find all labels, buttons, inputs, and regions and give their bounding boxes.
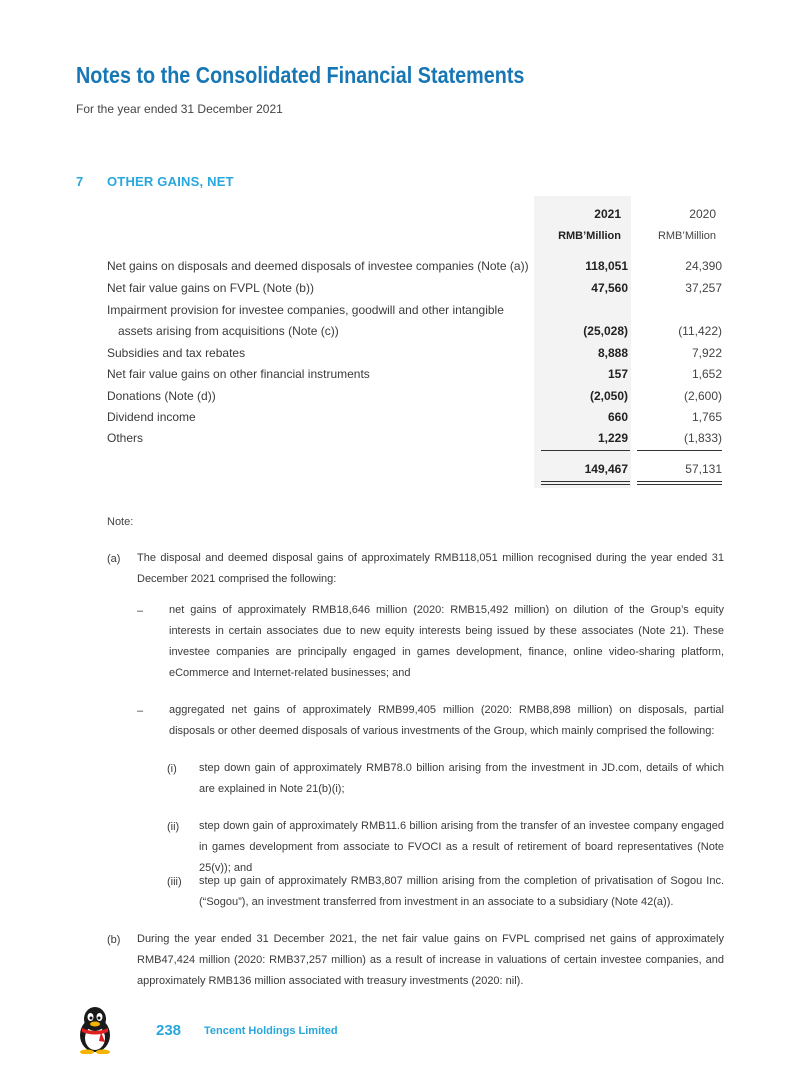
note-heading: Note: — [107, 516, 134, 528]
value-2021: (25,028) — [583, 324, 628, 338]
table-row — [0, 410, 800, 430]
row-label: Subsidies and tax rebates — [107, 346, 246, 360]
subtotal-rule-2021 — [541, 450, 630, 451]
table-row — [0, 431, 800, 451]
value-2020: (2,600) — [683, 389, 722, 403]
note-a-bullet-1: net gains of approximately RMB18,646 million (2020: RMB15,492 million) on dilution of the Group’s equity interests in certain associates due to new equity interests being issued by these associates (Note 21). These investee companies are principally engaged in games development, finance, online video-sharing platform, eCommerce and Internet-related businesses; and — [169, 604, 724, 679]
bullet-dash: – — [137, 705, 144, 717]
page-title: Notes to the Consolidated Financial Statements — [76, 62, 525, 88]
sub-item-marker: (iii) — [167, 876, 182, 888]
table-row — [0, 389, 800, 409]
table-row — [0, 324, 800, 344]
bullet-dash: – — [137, 605, 144, 617]
value-2020: 24,390 — [685, 259, 722, 273]
row-label: Net gains on disposals and deemed disposals of investee companies (Note (a)) — [107, 259, 529, 273]
value-2021: 47,560 — [591, 281, 628, 295]
total-double-rule-2021-bottom — [541, 484, 630, 485]
value-2021: 660 — [607, 410, 628, 424]
total-row — [0, 462, 800, 482]
table-row — [0, 303, 800, 323]
note-a-text: The disposal and deemed disposal gains of approximately RMB118,051 million recognised during the year ended 31 December 2021 comprised the following: — [137, 552, 724, 585]
row-label: Others — [107, 431, 144, 445]
value-2020: (1,833) — [683, 431, 722, 445]
column-unit-2020: RMB’Million — [657, 230, 716, 242]
total-2020: 57,131 — [685, 462, 722, 476]
value-2020: 7,922 — [691, 346, 722, 360]
page-subtitle: For the year ended 31 December 2021 — [76, 102, 283, 116]
value-2021: 157 — [607, 367, 628, 381]
note-b-text: During the year ended 31 December 2021, the net fair value gains on FVPL comprised net gains of approximately RMB47,424 million (2020: RMB37,257 million) as a result of increase in valuations of certain investee companies, and approximately RMB136 million associated with treasury investments (2020: nil). — [137, 933, 724, 987]
total-double-rule-2020-bottom — [637, 484, 722, 485]
value-2020: (11,422) — [678, 324, 722, 338]
row-label: assets arising from acquisitions (Note (c)) — [118, 324, 339, 338]
column-unit-2021: RMB’Million — [558, 230, 621, 242]
sub-item-marker: (ii) — [167, 821, 180, 833]
row-label: Donations (Note (d)) — [107, 389, 216, 403]
value-2021: 1,229 — [597, 431, 628, 445]
value-2020: 1,765 — [691, 410, 722, 424]
total-2021: 149,467 — [584, 462, 628, 476]
table-row — [0, 346, 800, 366]
sub-item-text: step down gain of approximately RMB11.6 billion arising from the transfer of an investee company engaged in games development from associate to FVOCI as a result of retirement of board representatives (Note 25(v)); and — [199, 820, 724, 874]
value-2020: 37,257 — [685, 281, 722, 295]
total-double-rule-2020-top — [637, 481, 722, 482]
table-row — [0, 281, 800, 301]
note-b-marker: (b) — [107, 934, 121, 946]
table-row — [0, 259, 800, 279]
value-2021: (2,050) — [589, 389, 628, 403]
section-title: OTHER GAINS, NET — [107, 174, 234, 189]
page-number: 238 — [156, 1022, 182, 1039]
section-number: 7 — [76, 174, 84, 189]
table-row — [0, 367, 800, 387]
total-double-rule-2021-top — [541, 481, 630, 482]
sub-item-text: step down gain of approximately RMB78.0 billion arising from the investment in JD.com, details of which are explained in Note 21(b)(i); — [199, 762, 724, 795]
row-label: Impairment provision for investee companies, goodwill and other intangible — [107, 303, 504, 317]
column-header-2020: 2020 — [689, 207, 716, 221]
sub-item-text: step up gain of approximately RMB3,807 million arising from the completion of privatisation of Sogou Inc. (“Sogou”), an investment transferred from investment in an associate to a subsidiary (Note 42(a)). — [199, 875, 724, 908]
note-a-marker: (a) — [107, 553, 121, 565]
company-name: Tencent Holdings Limited — [204, 1025, 338, 1037]
row-label: Net fair value gains on FVPL (Note (b)) — [107, 281, 314, 295]
value-2021: 8,888 — [597, 346, 628, 360]
row-label: Net fair value gains on other financial instruments — [107, 367, 370, 381]
row-label: Dividend income — [107, 410, 196, 424]
qq-penguin-icon — [74, 1006, 116, 1054]
sub-item-marker: (i) — [167, 763, 177, 775]
note-a-bullet-2: aggregated net gains of approximately RMB99,405 million (2020: RMB8,898 million) on disposals, partial disposals or other deemed disposals of various investments of the Group, which mainly comprised the following: — [169, 704, 724, 737]
column-header-2021: 2021 — [594, 207, 621, 221]
value-2021: 118,051 — [585, 259, 628, 273]
value-2020: 1,652 — [691, 367, 722, 381]
subtotal-rule-2020 — [637, 450, 722, 451]
